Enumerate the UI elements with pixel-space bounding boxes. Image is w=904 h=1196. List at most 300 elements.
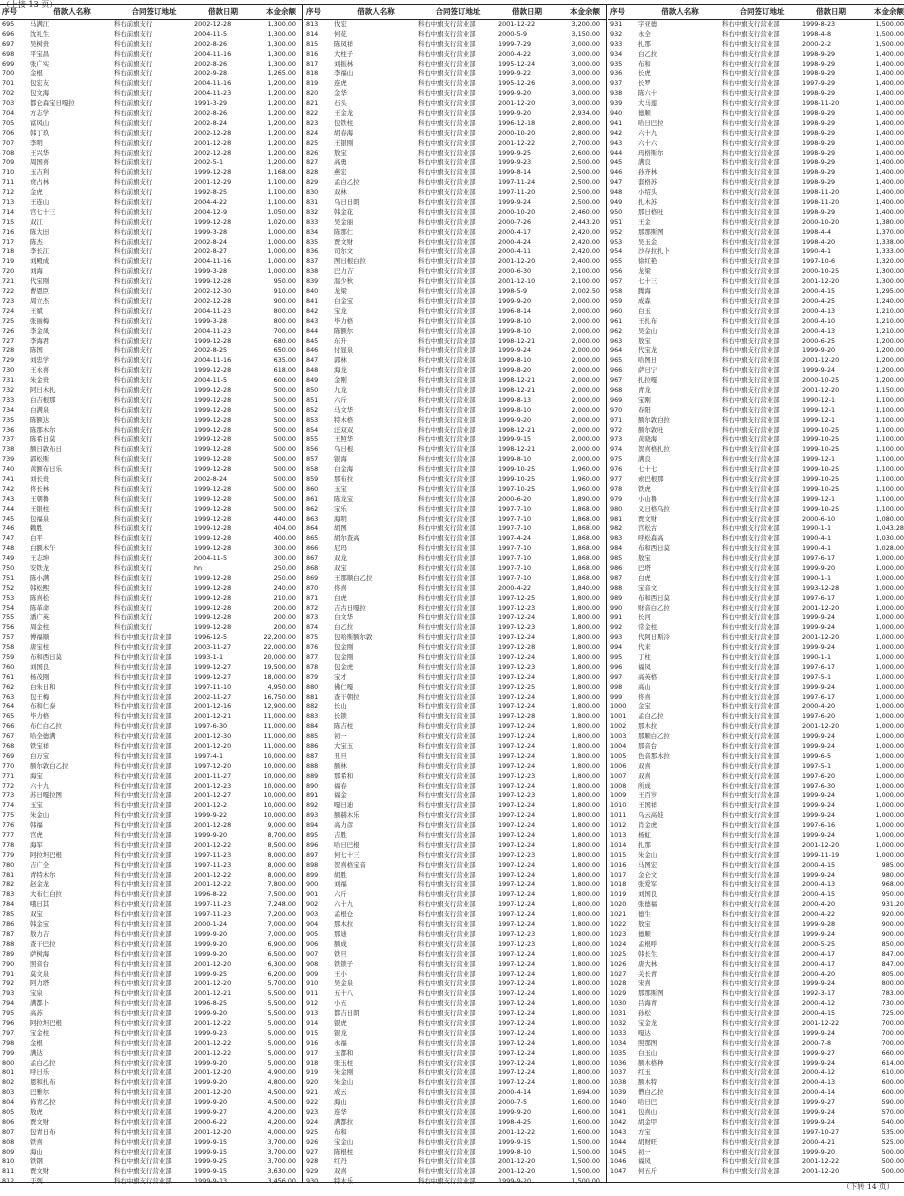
cell-addr: 科右中旗支行营业部 — [418, 158, 476, 167]
cell-date: 1999-7-29 — [498, 39, 532, 48]
cell-no: 737 — [2, 435, 15, 444]
table-row — [304, 762, 606, 772]
cell-date: 1998-9-29 — [802, 109, 836, 118]
cell-amt: 2,934.00 — [571, 109, 600, 118]
cell-addr: 科右中旗支行营业部 — [722, 534, 780, 543]
cell-date: 1999-8-23 — [802, 20, 836, 28]
table-row — [608, 158, 904, 168]
cell-amt: 4,000.00 — [267, 1127, 296, 1136]
cell-addr: 科右中旗支行营业部 — [418, 554, 476, 563]
cell-addr: 科右前旗支行 — [114, 89, 153, 98]
cell-amt: 1,168.00 — [267, 168, 296, 177]
cell-name: 双喜 — [334, 1167, 347, 1176]
cell-no: 800 — [2, 1058, 15, 1067]
table-row — [0, 158, 302, 168]
cell-amt: 1,000.00 — [875, 712, 904, 721]
table-row — [608, 109, 904, 119]
cell-name: 宝金山 — [334, 1137, 354, 1146]
cell-name: 布仁白乙拉 — [30, 722, 62, 731]
cell-date: 2004-11-5 — [194, 376, 228, 385]
cell-amt: 1,500.00 — [875, 39, 904, 48]
table-row — [304, 940, 606, 950]
cell-addr: 科右中旗支行营业部 — [418, 207, 476, 216]
cell-addr: 科右中旗支行营业部 — [722, 29, 780, 38]
cell-no: 892 — [306, 801, 319, 810]
cell-name: 平宝昌 — [30, 49, 50, 58]
table-row — [304, 1108, 606, 1118]
cell-date: 1997-12-24 — [498, 999, 536, 1008]
header-amt: 本金余额 — [874, 7, 904, 16]
cell-name: 敖宝 — [638, 554, 651, 563]
cell-addr: 科右中旗支行营业部 — [418, 306, 476, 315]
cell-addr: 科右中旗支行营业部 — [418, 801, 476, 810]
cell-no: 1025 — [610, 949, 627, 958]
table-row — [0, 356, 302, 366]
table-row — [304, 890, 606, 900]
cell-addr: 科右中旗支行营业部 — [418, 1137, 476, 1146]
cell-date: 2000-4-22 — [498, 583, 532, 592]
cell-date: 1999-9-15 — [194, 1147, 228, 1156]
table-row — [0, 238, 302, 248]
cell-addr: 科右中旗支行营业部 — [722, 999, 780, 1008]
cell-name: 恩和扎布 — [30, 1078, 56, 1087]
cell-date: 1998-12-21 — [498, 445, 536, 454]
cell-addr: 科右中旗支行营业部 — [114, 1028, 172, 1037]
cell-date: 1997-11-23 — [194, 910, 232, 919]
cell-addr: 科右中旗支行营业部 — [418, 395, 476, 404]
cell-addr: 科右中旗支行营业部 — [418, 870, 476, 879]
cell-amt: 1,868.00 — [571, 524, 600, 533]
cell-no: 951 — [610, 217, 623, 226]
cell-date: 1997-11-20 — [498, 188, 536, 197]
cell-amt: 240.00 — [273, 583, 296, 592]
cell-amt: 1,960.00 — [571, 474, 600, 483]
cell-name: 毕力格 — [334, 316, 354, 325]
cell-name: 吉胜 — [334, 831, 347, 840]
cell-amt: 1,800.00 — [571, 910, 600, 919]
cell-addr: 科右中旗支行营业部 — [722, 287, 780, 296]
cell-amt: 2,600.00 — [571, 148, 600, 157]
cell-no: 710 — [2, 168, 15, 177]
cell-date: 1999-9-24 — [802, 366, 836, 375]
cell-no: 695 — [2, 20, 15, 28]
cell-name: 包金刚 — [334, 643, 354, 652]
cell-no: 850 — [306, 385, 319, 394]
cell-date: 1998-9-29 — [802, 118, 836, 127]
cell-addr: 科右前旗支行 — [114, 385, 153, 394]
cell-addr: 科右中旗支行营业部 — [722, 524, 780, 533]
cell-addr: 科右中旗支行营业部 — [418, 573, 476, 582]
cell-date: 1998-5-9 — [498, 287, 528, 296]
cell-amt: 200.00 — [273, 613, 296, 622]
cell-date: 1997-12-24 — [498, 831, 536, 840]
cell-no: 974 — [610, 445, 623, 454]
column-divider — [606, 4, 607, 1182]
cell-amt: 1,200.00 — [267, 109, 296, 118]
table-row — [608, 772, 904, 782]
cell-name: 高英格 — [638, 672, 658, 681]
cell-date: 1999-9-15 — [498, 1137, 532, 1146]
cell-addr: 科右中旗支行营业部 — [114, 751, 172, 760]
cell-date: 1999-9-25 — [194, 1157, 228, 1166]
cell-addr: 科右中旗支行营业部 — [722, 910, 780, 919]
cell-date: 1998-9-29 — [802, 158, 836, 167]
cell-addr: 科右中旗支行营业部 — [418, 247, 476, 256]
cell-date: 1998-9-29 — [802, 59, 836, 68]
cell-amt: 2,420.00 — [571, 247, 600, 256]
cell-no: 939 — [610, 99, 623, 108]
cell-amt: 1,868.00 — [571, 554, 600, 563]
cell-date: 2000-4-15 — [802, 860, 836, 869]
cell-amt: 1,100.00 — [875, 445, 904, 454]
cell-no: 707 — [2, 138, 15, 147]
cell-date: 1997-12-24 — [498, 702, 536, 711]
cell-amt: 1,600.00 — [571, 1107, 600, 1116]
cell-name: 红丹 — [334, 1157, 347, 1166]
cell-no: 902 — [306, 900, 319, 909]
cell-name: 王连山 — [30, 198, 50, 207]
cell-no: 874 — [306, 623, 319, 632]
cell-no: 994 — [610, 643, 623, 652]
cell-name: 尼玛 — [334, 544, 347, 553]
table-row — [608, 693, 904, 703]
cell-addr: 科右中旗支行营业部 — [418, 277, 476, 286]
table-row — [0, 752, 302, 762]
cell-no: 887 — [306, 751, 319, 760]
cell-amt: 1,000.00 — [875, 821, 904, 830]
cell-no: 983 — [610, 534, 623, 543]
cell-amt: 1,800.00 — [571, 593, 600, 602]
cell-no: 727 — [2, 336, 15, 345]
cell-no: 1039 — [610, 1088, 627, 1097]
table-row — [608, 554, 904, 564]
header-addr: 合同签订地址 — [131, 7, 177, 16]
cell-name: 铁旦 — [334, 949, 347, 958]
cell-no: 716 — [2, 227, 15, 236]
cell-no: 1030 — [610, 999, 627, 1008]
cell-addr: 科右中旗支行营业部 — [722, 326, 780, 335]
cell-addr: 科右前旗支行 — [114, 534, 153, 543]
cell-name: 李福山 — [334, 69, 354, 78]
cell-no: 943 — [610, 138, 623, 147]
table-row — [608, 485, 904, 495]
cell-addr: 科右中旗支行营业部 — [418, 860, 476, 869]
cell-date: 1999-9-20 — [194, 1078, 228, 1087]
cell-name: 韩丁玖 — [30, 128, 50, 137]
cell-amt: 525.00 — [881, 1137, 904, 1146]
cell-name: 胡春海 — [334, 128, 354, 137]
cell-no: 1002 — [610, 722, 627, 731]
cell-no: 742 — [2, 484, 15, 493]
cell-name: 韩长生 — [638, 949, 658, 958]
cell-no: 938 — [610, 89, 623, 98]
cell-name: 嘎达 — [638, 1028, 651, 1037]
cell-no: 864 — [306, 524, 319, 533]
cell-no: 1038 — [610, 1078, 627, 1087]
cell-amt: 1,333.00 — [875, 247, 904, 256]
cell-date: 1997-7-10 — [498, 554, 532, 563]
cell-no: 958 — [610, 287, 623, 296]
table-row — [608, 60, 904, 70]
cell-no: 948 — [610, 188, 623, 197]
table-row — [304, 702, 606, 712]
cell-amt: 4,500.00 — [267, 1098, 296, 1107]
cell-date: 1991-3-29 — [194, 99, 228, 108]
cell-no: 957 — [610, 277, 623, 286]
cell-date: 1998-9-29 — [802, 207, 836, 216]
cell-name: 杨茂刚 — [30, 672, 50, 681]
table-row — [608, 356, 904, 366]
table-row — [304, 277, 606, 287]
cell-date: 1999-12-28 — [194, 395, 232, 404]
cell-no: 731 — [2, 376, 15, 385]
table-row — [608, 435, 904, 445]
cell-name: 额尔敦白乙拉 — [30, 761, 69, 770]
cell-name: 哦日其 — [30, 900, 50, 909]
cell-amt: 1,800.00 — [571, 840, 600, 849]
cell-date: 2001-12-20 — [194, 1127, 232, 1136]
cell-no: 855 — [306, 435, 319, 444]
cell-name: 温少秋 — [334, 277, 354, 286]
cell-date: 1997-7-10 — [498, 504, 532, 513]
cell-amt: 3,700.00 — [267, 1157, 296, 1166]
cell-addr: 科右中旗支行营业部 — [114, 831, 172, 840]
cell-amt: 985.00 — [881, 860, 904, 869]
table-row — [304, 1059, 606, 1069]
cell-addr: 科右前旗支行 — [114, 613, 153, 622]
cell-addr: 科右中旗支行营业部 — [418, 484, 476, 493]
cell-date: 2000-4-12 — [802, 999, 836, 1008]
cell-name: 杨虹 — [638, 831, 651, 840]
cell-name: 王小 — [334, 969, 347, 978]
cell-amt: 1,600.00 — [571, 1117, 600, 1126]
cell-addr: 科右中旗支行营业部 — [114, 682, 172, 691]
cell-addr: 科右中旗支行营业部 — [722, 99, 780, 108]
table-row — [0, 485, 302, 495]
cell-date: 1999-10-25 — [802, 435, 840, 444]
cell-date: 1997-6-30 — [194, 722, 228, 731]
cell-name: 扎那 — [638, 840, 651, 849]
cell-addr: 科右中旗支行营业部 — [722, 989, 780, 998]
cell-no: 1020 — [610, 900, 627, 909]
table-row — [608, 1108, 904, 1118]
cell-name: 满都卜 — [30, 999, 50, 1008]
cell-date: 1997-12-24 — [498, 821, 536, 830]
cell-name: 高勇 — [334, 158, 347, 167]
cell-date: 1997-12-24 — [498, 870, 536, 879]
table-row — [0, 1128, 302, 1138]
cell-name: 哈日巴 — [638, 1098, 658, 1107]
cell-name: 陈根柱 — [334, 1147, 354, 1156]
cell-date: 1998-9-29 — [802, 138, 836, 147]
table-row — [304, 416, 606, 426]
table-row — [304, 1128, 606, 1138]
table-row — [608, 564, 904, 574]
cell-addr: 科右中旗支行营业部 — [114, 791, 172, 800]
table-row — [0, 445, 302, 455]
cell-name: 金刚 — [334, 376, 347, 385]
cell-addr: 科右中旗支行营业部 — [418, 316, 476, 325]
cell-amt: 1,800.00 — [571, 870, 600, 879]
cell-no: 705 — [2, 118, 15, 127]
table-row — [0, 900, 302, 910]
cell-name: 王那顺白乙拉 — [334, 573, 373, 582]
cell-no: 906 — [306, 939, 319, 948]
cell-name: 马满江 — [30, 20, 50, 28]
table-row — [304, 89, 606, 99]
cell-date: 1999-12-28 — [194, 603, 232, 612]
cell-name: 六斤 — [334, 890, 347, 899]
cell-amt: 1,500.00 — [571, 1167, 600, 1176]
cell-date: 1992-8-25 — [194, 188, 228, 197]
table-row — [304, 376, 606, 386]
cell-no: 900 — [306, 880, 319, 889]
cell-addr: 科右中旗支行营业部 — [418, 831, 476, 840]
table-row — [304, 79, 606, 89]
cell-addr: 科右中旗支行营业部 — [722, 425, 780, 434]
cell-addr: 科右前旗支行 — [114, 158, 153, 167]
cell-amt: 1,300.00 — [267, 29, 296, 38]
cell-date: 2002-5-1 — [194, 158, 224, 167]
cell-addr: 科右中旗支行营业部 — [722, 217, 780, 226]
cell-name: 海龙 — [334, 366, 347, 375]
cell-addr: 科右中旗支行营业部 — [114, 801, 172, 810]
cell-addr: 科右中旗支行营业部 — [114, 692, 172, 701]
cell-amt: 1,338.00 — [875, 237, 904, 246]
cell-amt: 1,000.00 — [875, 633, 904, 642]
cell-amt: 700.00 — [881, 1028, 904, 1037]
cell-no: 760 — [2, 662, 15, 671]
cell-name: 高力彦 — [334, 821, 354, 830]
cell-name: 连虎 — [334, 79, 347, 88]
cell-name: 苏日嘎拉图 — [30, 791, 62, 800]
cell-name: 那顺白乙拉 — [638, 732, 670, 741]
cell-amt: 500.00 — [273, 494, 296, 503]
table-row — [608, 643, 904, 653]
cell-date: 1999-12-28 — [194, 168, 232, 177]
cell-name: 白满泉 — [30, 405, 50, 414]
cell-addr: 科右中旗支行营业部 — [722, 1137, 780, 1146]
cell-no: 799 — [2, 1048, 15, 1057]
table-row — [608, 89, 904, 99]
cell-amt: 1,380.00 — [875, 217, 904, 226]
cell-addr: 科右中旗支行营业部 — [722, 722, 780, 731]
cell-no: 728 — [2, 346, 15, 355]
cell-no: 726 — [2, 326, 15, 335]
cell-date: 1996-8-14 — [498, 306, 532, 315]
cell-no: 825 — [306, 138, 319, 147]
cell-name: 常金柱 — [638, 623, 658, 632]
table-row — [304, 178, 606, 188]
cell-addr: 科右中旗支行营业部 — [722, 405, 780, 414]
cell-name: 宇亚德 — [638, 20, 658, 28]
cell-date: 1999-9-20 — [194, 929, 228, 938]
cell-amt: 1,960.00 — [571, 484, 600, 493]
header-name: 借款人名称 — [53, 7, 91, 16]
cell-no: 791 — [2, 969, 15, 978]
cell-amt: 1,868.00 — [571, 573, 600, 582]
table-row — [0, 257, 302, 267]
cell-name: 朱金贵 — [30, 376, 50, 385]
cell-addr: 科右中旗支行营业部 — [418, 494, 476, 503]
cell-date: 1999-9-22 — [498, 69, 532, 78]
cell-date: 1997-12-24 — [498, 1009, 536, 1018]
cell-amt: 1,100.00 — [875, 474, 904, 483]
table-row — [304, 722, 606, 732]
cell-amt: 920.00 — [881, 910, 904, 919]
cell-name: 铁虎 — [638, 484, 651, 493]
cell-addr: 科右中旗支行营业部 — [114, 702, 172, 711]
cell-date: 2004-11-5 — [194, 29, 228, 38]
cell-no: 901 — [306, 890, 319, 899]
table-row — [608, 149, 904, 159]
cell-date: 2002-8-26 — [194, 59, 228, 68]
cell-name: 宫七十三 — [30, 207, 56, 216]
table-row — [0, 841, 302, 851]
cell-amt: 1,800.00 — [571, 1038, 600, 1047]
cell-no: 841 — [306, 296, 319, 305]
cell-date: 1999-12-28 — [194, 514, 232, 523]
cell-amt: 20,000.00 — [263, 653, 296, 661]
cell-addr: 科右中旗支行营业部 — [114, 1107, 172, 1116]
cell-amt: 4,950.00 — [267, 682, 296, 691]
cell-name: 扎那 — [638, 39, 651, 48]
cell-date: 2000-4-12 — [802, 1068, 836, 1077]
cell-addr: 科右前旗支行 — [114, 593, 153, 602]
cell-name: 代宝刚 — [30, 277, 50, 286]
cell-name: 额林 — [334, 761, 347, 770]
cell-no: 805 — [2, 1107, 15, 1116]
cell-addr: 科右中旗支行营业部 — [722, 455, 780, 464]
cell-date: 2002-12-28 — [194, 128, 232, 137]
table-row — [304, 119, 606, 129]
table-row — [0, 861, 302, 871]
cell-amt: 1,000.00 — [875, 801, 904, 810]
table-row — [0, 1029, 302, 1039]
cell-no: 878 — [306, 662, 319, 671]
cell-name: 陈额尔 — [334, 326, 354, 335]
table-row — [0, 109, 302, 119]
cell-no: 794 — [2, 999, 15, 1008]
cell-amt: 1,200.00 — [267, 158, 296, 167]
cell-name: 萨树海 — [30, 949, 50, 958]
cell-amt: 931.20 — [881, 900, 904, 909]
cell-date: 2001-12-22 — [194, 880, 232, 889]
cell-no: 781 — [2, 870, 15, 879]
cell-name: 王永喜 — [30, 366, 50, 375]
table-row — [0, 1098, 302, 1108]
cell-date: 1999-12-28 — [194, 623, 232, 632]
cell-addr: 科右中旗支行营业部 — [722, 544, 780, 553]
cell-name: 刘殿成 — [30, 257, 50, 266]
cell-name: 额尔敦吐 — [638, 425, 664, 434]
cell-date: 1999-9-24 — [802, 682, 836, 691]
cell-date: 1997-12-24 — [498, 781, 536, 790]
cell-name: 宝金龙 — [638, 1018, 658, 1027]
table-row — [0, 989, 302, 999]
cell-name: 包铁柱 — [334, 118, 354, 127]
cell-date: 2000-6-30 — [498, 267, 532, 276]
cell-addr: 科右中旗支行营业部 — [418, 662, 476, 671]
cell-name: 青龙 — [638, 385, 651, 394]
cell-amt: 10,000.00 — [263, 761, 296, 770]
cell-no: 894 — [306, 821, 319, 830]
cell-name: 周金柱 — [30, 623, 50, 632]
table-row — [0, 435, 302, 445]
cell-amt: 3,700.00 — [267, 1147, 296, 1156]
cell-no: 736 — [2, 425, 15, 434]
cell-date: 2001-12-22 — [498, 1127, 536, 1136]
